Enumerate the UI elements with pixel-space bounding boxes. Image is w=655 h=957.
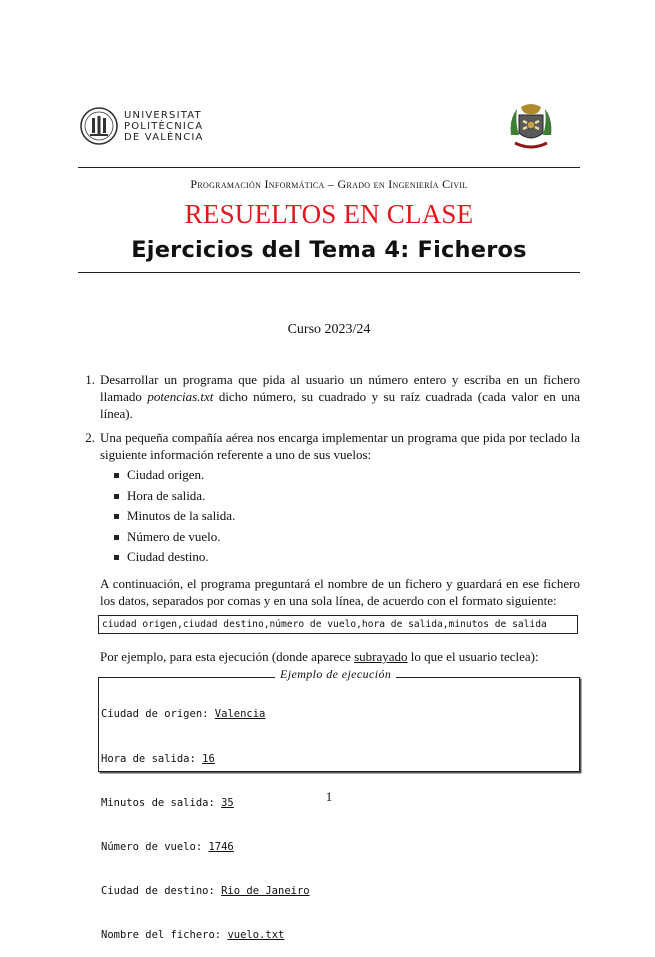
exercise-2-continuation: A continuación, el programa preguntará el nombre de un fichero y guardará en ese fichero los datos, separados por comas y en una sola línea, de acuerdo con el formato siguiente: (100, 576, 580, 608)
bullet-square-icon (114, 555, 119, 560)
example-intro: Por ejemplo, para esta ejecución (donde aparece subrayado lo que el usuario teclea): (100, 649, 539, 664)
list-item: Hora de salida. (114, 486, 235, 507)
list-item: Ciudad origen. (114, 465, 235, 486)
example-row: Ciudad de destino: Rio de Janeiro (101, 884, 310, 897)
exercise-2-intro: Una pequeña compañía aérea nos encarga implementar un programa que pida por teclado la siguiente información referente a uno de sus vuelos: (100, 430, 580, 462)
example-title: Ejemplo de ejecución (275, 667, 396, 681)
civil-engineering-crest-icon (505, 99, 557, 153)
page-title: Ejercicios del Tema 4: Ficheros (131, 237, 527, 263)
exercise-1 (78, 371, 580, 422)
exercise-1-filename: potencias.txt (147, 389, 214, 404)
exercise-2-number: 2. (85, 430, 95, 445)
title-rule (78, 272, 580, 273)
course-line: Programación Informática – Grado en Ingeniería Civil (190, 177, 468, 191)
upv-logo-text (124, 110, 204, 143)
underlined-word: subrayado (354, 649, 408, 664)
example-row: Minutos de salida: 35 (101, 796, 234, 809)
bullet-square-icon (114, 473, 119, 478)
exercise-1-text-a: Desarrollar un programa que pida al usuario un número entero y escriba en un fichero llamado (100, 372, 580, 404)
flight-fields-list (114, 465, 235, 568)
exercise-1-number: 1. (85, 372, 95, 387)
example-row: Ciudad de origen: Valencia (101, 708, 266, 721)
course-year: Curso 2023/24 (287, 322, 371, 337)
bullet-square-icon (114, 535, 119, 540)
exercise-1-text (100, 371, 580, 422)
bullet-square-icon (114, 514, 119, 519)
bullet-square-icon (114, 494, 119, 499)
list-item: Ciudad destino. (114, 547, 235, 568)
exercise-1-text-b: dicho número, su cuadrado y su raíz cuadrada (cada valor en una línea). (100, 389, 580, 421)
upv-line-1: UNIVERSITAT (124, 109, 202, 121)
exercise-2 (78, 429, 580, 463)
upv-seal-icon (79, 106, 119, 146)
example-row: Nombre del fichero: vuelo.txt (101, 928, 285, 941)
list-item: Minutos de la salida. (114, 506, 235, 527)
format-box: ciudad origen,ciudad destino,número de vuelo,hora de salida,minutos de salida (98, 615, 578, 634)
upv-line-3: DE VALÈNCIA (124, 131, 204, 143)
list-item: Número de vuelo. (114, 527, 235, 548)
example-row: Hora de salida: 16 (101, 752, 215, 765)
upv-logo (79, 104, 219, 148)
resueltos-title: RESUELTOS EN CLASE (184, 199, 474, 229)
page-number: 1 (325, 789, 333, 804)
top-rule (78, 167, 580, 168)
example-row: Número de vuelo: 1746 (101, 840, 234, 853)
example-lines (101, 678, 310, 957)
upv-line-2: POLITÈCNICA (124, 120, 204, 132)
